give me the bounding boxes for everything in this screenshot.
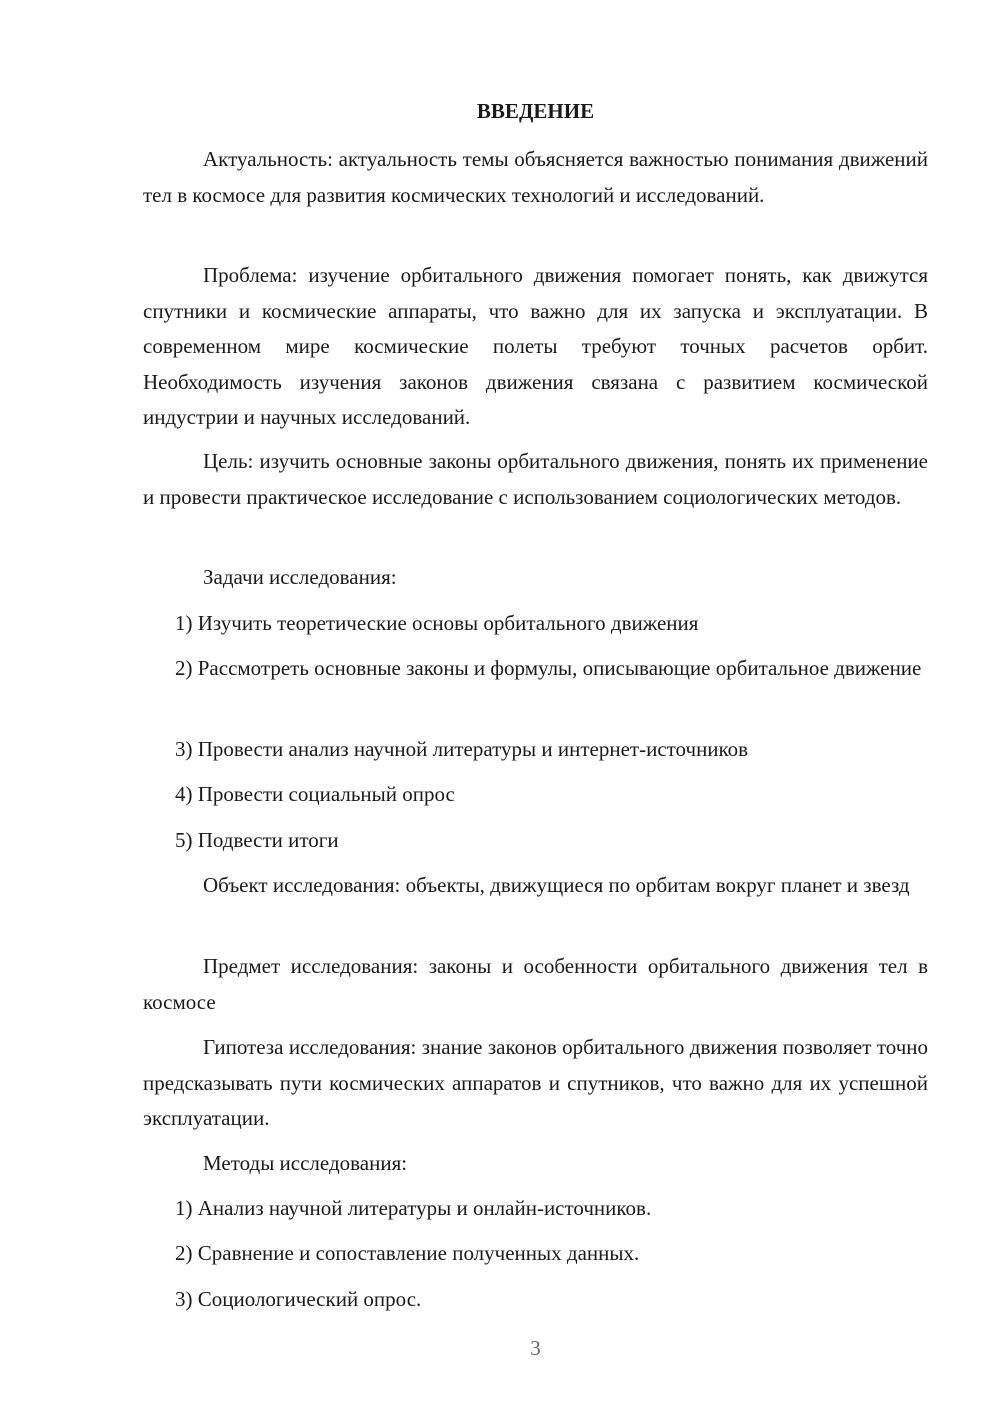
relevance-paragraph: Актуальность: актуальность темы объясняется важностью понимания движений тел в космосе для развития космических технологий и исследований. (143, 147, 928, 207)
task-item-4: 4) Провести социальный опрос (175, 782, 455, 806)
task-item-2: 2) Рассмотреть основные законы и формулы, описывающие орбитальное движение (175, 656, 922, 680)
method-item-3: 3) Социологический опрос. (175, 1287, 422, 1311)
goal-paragraph: Цель: изучить основные законы орбитального движения, понять их применение и провести практическое исследование с использованием социологических методов. (143, 449, 928, 509)
section-title: ВВЕДЕНИЕ (476, 99, 595, 123)
task-item-5: 5) Подвести итоги (175, 828, 339, 852)
method-item-2: 2) Сравнение и сопоставление полученных данных. (175, 1241, 640, 1265)
page-number: 3 (530, 1336, 541, 1360)
document-page (143, 0, 928, 1414)
task-item-1: 1) Изучить теоретические основы орбитального движения (175, 611, 699, 635)
problem-paragraph: Проблема: изучение орбитального движения помогает понять, как движутся спутники и космические аппараты, что важно для их запуска и эксплуатации. В современном мире космические полеты требуют точных расчетов орбит. Необходимость изучения законов движения связана с развитием космической индустрии и научных исследований. (143, 263, 928, 429)
task-item-3: 3) Провести анализ научной литературы и интернет-источников (175, 737, 749, 761)
method-item-1: 1) Анализ научной литературы и онлайн-источников. (175, 1196, 652, 1220)
subject-paragraph: Предмет исследования: законы и особенности орбитального движения тел в космосе (143, 954, 928, 1014)
tasks-heading: Задачи исследования: (203, 565, 397, 589)
object-paragraph: Объект исследования: объекты, движущиеся по орбитам вокруг планет и звезд (203, 873, 910, 897)
methods-heading: Методы исследования: (203, 1151, 408, 1175)
hypothesis-paragraph: Гипотеза исследования: знание законов орбитального движения позволяет точно предсказывать пути космических аппаратов и спутников, что важно для их успешной эксплуатации. (143, 1035, 928, 1130)
